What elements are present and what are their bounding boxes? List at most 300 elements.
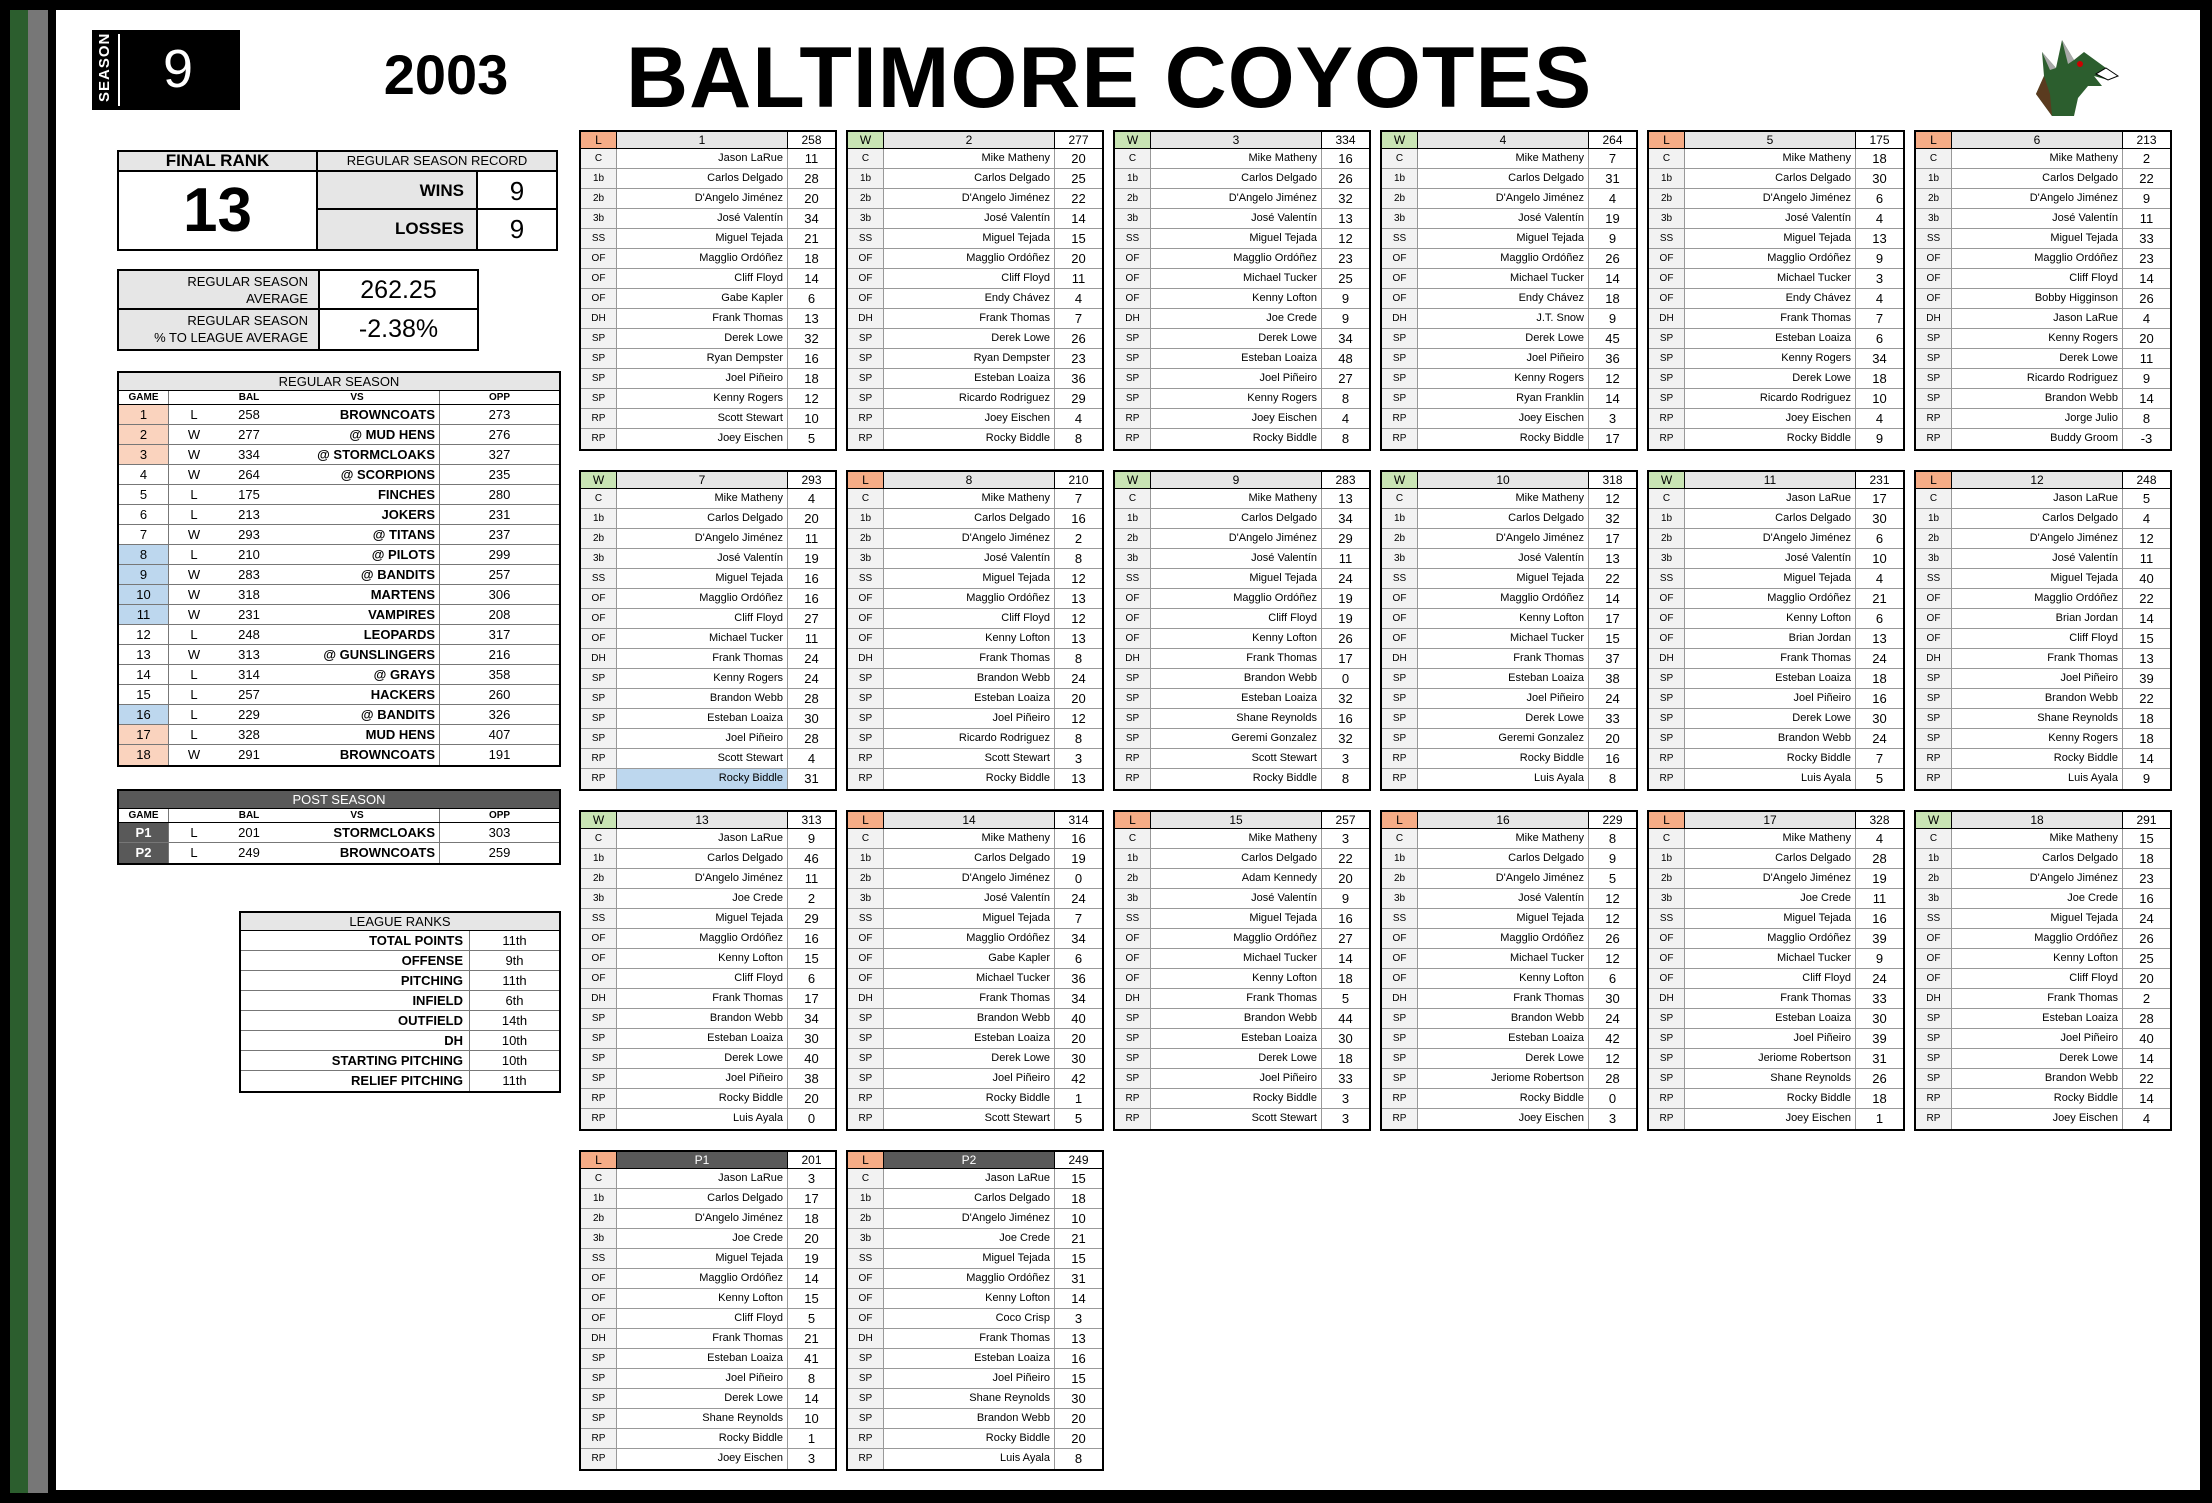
game-card — [846, 130, 1104, 451]
opp-score: 280 — [439, 485, 559, 504]
player-points: 23 — [2122, 869, 2170, 888]
player-points: 22 — [1321, 849, 1369, 868]
player-position: 3b — [1382, 889, 1418, 908]
player-points: 28 — [787, 169, 835, 188]
player-points: 13 — [1054, 1329, 1102, 1348]
player-position: SS — [1382, 229, 1418, 248]
player-position: SP — [581, 389, 617, 408]
player-position: OF — [1649, 629, 1685, 648]
player-name: Carlos Delgado — [1775, 172, 1851, 184]
player-row — [848, 949, 1102, 969]
player-row — [1649, 389, 1903, 409]
player-points: 12 — [1588, 369, 1636, 388]
player-row — [1115, 649, 1369, 669]
player-points: 12 — [1588, 1049, 1636, 1068]
player-name: Kenny Lofton — [1252, 292, 1317, 304]
player-position: OF — [1382, 589, 1418, 608]
table-row — [119, 445, 559, 465]
player-points: 14 — [787, 269, 835, 288]
player-row — [1115, 529, 1369, 549]
player-name: Derek Lowe — [1258, 1052, 1317, 1064]
player-name: Rocky Biddle — [985, 1432, 1050, 1444]
player-name: Carlos Delgado — [707, 172, 783, 184]
player-points: 4 — [1855, 569, 1903, 588]
player-position: SP — [1382, 729, 1418, 748]
player-row — [848, 209, 1102, 229]
player-name: Shane Reynolds — [1770, 1072, 1851, 1084]
player-row — [581, 149, 835, 169]
player-position: RP — [1115, 749, 1151, 768]
player-position: RP — [581, 1089, 617, 1108]
player-points: 14 — [1588, 269, 1636, 288]
player-row — [1649, 929, 1903, 949]
result-badge: W — [581, 472, 617, 488]
player-name: Rocky Biddle — [1252, 432, 1317, 444]
player-row — [1916, 889, 2170, 909]
player-points: 13 — [1054, 769, 1102, 789]
player-points: 37 — [1588, 649, 1636, 668]
player-row — [848, 429, 1102, 449]
player-row — [848, 609, 1102, 629]
player-row — [848, 749, 1102, 769]
player-position: OF — [1382, 949, 1418, 968]
bal-score: 248 — [238, 627, 260, 642]
player-name: Rocky Biddle — [1786, 752, 1851, 764]
bal-score: 291 — [238, 747, 260, 762]
player-row — [1382, 169, 1636, 189]
player-points: 42 — [1054, 1069, 1102, 1088]
average-label-line2: AVERAGE — [246, 291, 308, 306]
result-badge: L — [848, 472, 884, 488]
player-points: 34 — [1321, 329, 1369, 348]
player-row — [1649, 889, 1903, 909]
player-name: Joel Piñeiro — [1259, 1072, 1317, 1084]
rank-label: RELIEF PITCHING — [241, 1071, 470, 1091]
player-name: Frank Thomas — [1246, 652, 1317, 664]
player-position: 3b — [581, 209, 617, 228]
player-points: 15 — [787, 1289, 835, 1308]
player-name: Joel Piñeiro — [992, 712, 1050, 724]
player-row — [1916, 989, 2170, 1009]
game-result: L — [190, 407, 198, 422]
game-card-score: 318 — [1588, 472, 1636, 488]
player-points: 4 — [787, 749, 835, 768]
player-points: 16 — [1855, 909, 1903, 928]
game-result: W — [187, 607, 201, 622]
player-row — [1649, 309, 1903, 329]
player-position: 2b — [1382, 189, 1418, 208]
player-row — [1649, 989, 1903, 1009]
result-badge: W — [1649, 472, 1685, 488]
bal-score: 249 — [238, 845, 260, 860]
opp-score: 276 — [439, 425, 559, 444]
player-position: DH — [848, 309, 884, 328]
player-points: 3 — [1321, 1109, 1369, 1129]
game-number: 10 — [119, 585, 169, 604]
game-card — [1914, 810, 2172, 1131]
opp-score: 259 — [439, 843, 559, 863]
opp-score: 235 — [439, 465, 559, 484]
table-row — [119, 625, 559, 645]
player-points: 20 — [1054, 1429, 1102, 1448]
player-position: 1b — [1916, 849, 1952, 868]
player-position: C — [581, 149, 617, 168]
player-position: RP — [1115, 409, 1151, 428]
player-points: 0 — [787, 1109, 835, 1129]
table-row — [119, 545, 559, 565]
player-name: Michael Tucker — [1777, 952, 1851, 964]
player-name: Derek Lowe — [1258, 332, 1317, 344]
player-position: SP — [1115, 669, 1151, 688]
player-row — [1649, 609, 1903, 629]
player-name: D'Angelo Jiménez — [1228, 192, 1317, 204]
opponent-name: HACKERS — [370, 687, 435, 702]
player-row — [1916, 1009, 2170, 1029]
player-position: RP — [1115, 429, 1151, 449]
player-points: 31 — [1855, 1049, 1903, 1068]
player-row — [1649, 429, 1903, 449]
player-name: Magglio Ordóñez — [2034, 592, 2118, 604]
player-position: 1b — [581, 1189, 617, 1208]
game-result: W — [187, 567, 201, 582]
player-position: RP — [581, 1109, 617, 1129]
player-position: SS — [1916, 229, 1952, 248]
player-name: Luis Ayala — [1000, 1452, 1050, 1464]
rank-row — [241, 1011, 559, 1031]
player-row — [1382, 909, 1636, 929]
player-position: 3b — [848, 209, 884, 228]
opponent-name: @ STORMCLOAKS — [317, 447, 435, 462]
player-name: Ryan Dempster — [706, 352, 783, 364]
player-position: SP — [581, 349, 617, 368]
player-row — [1649, 1069, 1903, 1089]
player-position: SP — [1916, 1069, 1952, 1088]
player-name: José Valentín — [984, 212, 1050, 224]
game-card-number: 14 — [962, 813, 976, 827]
player-name: José Valentín — [1785, 212, 1851, 224]
player-row — [1382, 229, 1636, 249]
player-position: SP — [1382, 689, 1418, 708]
game-result: W — [187, 647, 201, 662]
player-row — [1382, 1069, 1636, 1089]
player-position: 3b — [1115, 549, 1151, 568]
player-row — [1115, 169, 1369, 189]
game-number: 16 — [119, 705, 169, 724]
player-name: Magglio Ordóñez — [1233, 592, 1317, 604]
player-name: Miguel Tejada — [715, 232, 783, 244]
player-row — [1916, 1069, 2170, 1089]
player-row — [1382, 409, 1636, 429]
player-position: C — [848, 829, 884, 848]
bal-score: 201 — [238, 825, 260, 840]
player-row — [848, 729, 1102, 749]
player-row — [1916, 409, 2170, 429]
player-points: 22 — [2122, 589, 2170, 608]
player-points: 34 — [1054, 989, 1102, 1008]
player-row — [581, 849, 835, 869]
player-position: SP — [581, 1409, 617, 1428]
player-position: 2b — [1382, 529, 1418, 548]
player-points: 26 — [1588, 929, 1636, 948]
player-position: SP — [1916, 689, 1952, 708]
player-name: José Valentín — [2052, 212, 2118, 224]
player-position: 2b — [581, 869, 617, 888]
player-name: Esteban Loaiza — [974, 692, 1050, 704]
player-name: Derek Lowe — [2059, 1052, 2118, 1064]
game-card-score: 210 — [1054, 472, 1102, 488]
player-position: C — [581, 489, 617, 508]
player-name: Joel Piñeiro — [992, 1372, 1050, 1384]
player-points: 30 — [1054, 1049, 1102, 1068]
player-points: 39 — [1855, 929, 1903, 948]
player-row — [581, 1069, 835, 1089]
player-name: Kenny Lofton — [1786, 612, 1851, 624]
player-row — [1649, 969, 1903, 989]
player-position: SP — [1649, 1049, 1685, 1068]
player-position: DH — [1115, 989, 1151, 1008]
player-row — [848, 329, 1102, 349]
player-row — [1115, 1089, 1369, 1109]
player-position: C — [1115, 829, 1151, 848]
player-points: 3 — [1054, 749, 1102, 768]
player-name: Scott Stewart — [984, 752, 1050, 764]
player-position: SP — [1916, 1029, 1952, 1048]
player-row — [1916, 369, 2170, 389]
player-position: C — [1115, 489, 1151, 508]
game-result: L — [190, 727, 198, 742]
player-row — [1916, 529, 2170, 549]
player-points: 17 — [787, 989, 835, 1008]
player-name: Rocky Biddle — [718, 1432, 783, 1444]
player-position: RP — [1649, 1089, 1685, 1108]
rank-label: PITCHING — [241, 971, 470, 990]
player-row — [848, 1329, 1102, 1349]
player-position: C — [1382, 489, 1418, 508]
game-card-number: 18 — [2030, 813, 2044, 827]
rank-value: 6th — [505, 993, 524, 1008]
player-points: 12 — [2122, 529, 2170, 548]
bal-score: 210 — [238, 547, 260, 562]
player-position: OF — [1916, 629, 1952, 648]
player-position: SP — [848, 1349, 884, 1368]
player-position: 3b — [1382, 549, 1418, 568]
game-result: W — [187, 427, 201, 442]
player-name: Jason LaRue — [2053, 312, 2118, 324]
player-name: Mike Matheny — [1515, 152, 1584, 164]
player-position: 2b — [848, 1209, 884, 1228]
player-name: Joel Piñeiro — [725, 732, 783, 744]
player-points: 33 — [1321, 1069, 1369, 1088]
rank-label: INFIELD — [241, 991, 470, 1010]
player-points: 8 — [1321, 769, 1369, 789]
player-row — [1382, 149, 1636, 169]
player-position: SP — [1649, 349, 1685, 368]
record-title: REGULAR SEASON RECORD — [318, 152, 556, 172]
player-points: 9 — [787, 829, 835, 848]
player-position: SP — [581, 709, 617, 728]
player-name: Bobby Higginson — [2034, 292, 2118, 304]
player-row — [1115, 869, 1369, 889]
player-name: Magglio Ordóñez — [699, 932, 783, 944]
player-row — [581, 409, 835, 429]
player-row — [581, 1029, 835, 1049]
player-position: SP — [581, 729, 617, 748]
player-name: Kenny Rogers — [2048, 332, 2118, 344]
player-points: 20 — [2122, 329, 2170, 348]
player-name: Endy Chávez — [1785, 292, 1851, 304]
rank-row — [241, 991, 559, 1011]
player-row — [1115, 1009, 1369, 1029]
player-position: C — [848, 149, 884, 168]
player-position: SP — [1382, 329, 1418, 348]
player-position: SP — [1115, 1029, 1151, 1048]
player-position: OF — [1115, 609, 1151, 628]
game-card-score: 201 — [787, 1152, 835, 1168]
player-points: 4 — [1855, 289, 1903, 308]
bal-score: 293 — [238, 527, 260, 542]
opp-score: 257 — [439, 565, 559, 584]
bal-score: 257 — [238, 687, 260, 702]
player-points: 15 — [1588, 629, 1636, 648]
player-points: 18 — [787, 1209, 835, 1228]
game-number: 11 — [119, 605, 169, 624]
player-name: Michael Tucker — [976, 972, 1050, 984]
player-position: SP — [1382, 1069, 1418, 1088]
player-name: Rocky Biddle — [1519, 1092, 1584, 1104]
player-position: SP — [581, 329, 617, 348]
rank-value: 11th — [502, 1073, 527, 1088]
player-points: 48 — [1321, 349, 1369, 368]
player-name: Michael Tucker — [1243, 272, 1317, 284]
player-position: SP — [848, 689, 884, 708]
player-row — [581, 749, 835, 769]
player-points: 40 — [2122, 1029, 2170, 1048]
player-name: Joe Crede — [1266, 312, 1317, 324]
player-points: 9 — [1588, 309, 1636, 328]
result-badge: L — [581, 1152, 617, 1168]
player-position: OF — [581, 269, 617, 288]
player-name: Joel Piñeiro — [725, 1372, 783, 1384]
player-row — [1382, 649, 1636, 669]
player-position: OF — [1649, 589, 1685, 608]
player-name: Rocky Biddle — [718, 1092, 783, 1104]
bal-score: 264 — [238, 467, 260, 482]
player-points: 30 — [1855, 709, 1903, 728]
player-position: SS — [1115, 229, 1151, 248]
player-name: Michael Tucker — [709, 632, 783, 644]
player-name: José Valentín — [984, 892, 1050, 904]
player-name: Rocky Biddle — [1519, 752, 1584, 764]
player-points: 34 — [1855, 349, 1903, 368]
player-position: RP — [1382, 409, 1418, 428]
player-name: Brian Jordan — [2055, 612, 2118, 624]
player-name: Kenny Rogers — [1514, 372, 1584, 384]
opp-score: 299 — [439, 545, 559, 564]
player-name: Scott Stewart — [717, 752, 783, 764]
player-position: 3b — [581, 889, 617, 908]
player-row — [1115, 349, 1369, 369]
player-row — [581, 689, 835, 709]
game-card-header — [1382, 812, 1636, 829]
player-position: OF — [581, 969, 617, 988]
table-row — [119, 465, 559, 485]
season-number: 9 — [162, 39, 194, 99]
game-card-score: 264 — [1588, 132, 1636, 148]
player-row — [848, 1169, 1102, 1189]
player-position: OF — [848, 269, 884, 288]
player-points: 4 — [2122, 309, 2170, 328]
player-position: 1b — [1382, 509, 1418, 528]
green-side-stripe — [10, 10, 28, 1493]
player-row — [1382, 369, 1636, 389]
table-row — [119, 645, 559, 665]
player-name: Kenny Rogers — [713, 672, 783, 684]
player-points: 5 — [1855, 769, 1903, 789]
player-row — [1916, 509, 2170, 529]
player-position: OF — [1382, 249, 1418, 268]
player-points: 18 — [2122, 849, 2170, 868]
player-position: SS — [1916, 569, 1952, 588]
player-name: José Valentín — [1251, 552, 1317, 564]
final-rank-value: 13 — [183, 176, 252, 245]
player-row — [1382, 729, 1636, 749]
player-points: 22 — [1054, 189, 1102, 208]
player-position: SP — [1115, 709, 1151, 728]
bal-score: 334 — [238, 447, 260, 462]
player-points: 4 — [2122, 1109, 2170, 1129]
player-points: 34 — [1321, 509, 1369, 528]
player-name: Kenny Lofton — [718, 952, 783, 964]
opponent-name: @ BANDITS — [360, 707, 435, 722]
game-number: 6 — [119, 505, 169, 524]
player-name: José Valentín — [1785, 552, 1851, 564]
player-position: SP — [1649, 389, 1685, 408]
game-card — [1380, 470, 1638, 791]
player-points: 26 — [1321, 629, 1369, 648]
player-position: SS — [1649, 229, 1685, 248]
table-row — [119, 685, 559, 705]
player-position: SP — [1649, 369, 1685, 388]
player-points: 11 — [2122, 349, 2170, 368]
player-position: SP — [1115, 1049, 1151, 1068]
player-points: 23 — [1054, 349, 1102, 368]
league-ranks-title: LEAGUE RANKS — [241, 913, 559, 931]
player-position: OF — [1382, 609, 1418, 628]
player-points: 44 — [1321, 1009, 1369, 1028]
player-row — [581, 429, 835, 449]
result-badge: L — [848, 1152, 884, 1168]
player-row — [1916, 269, 2170, 289]
player-position: SP — [848, 389, 884, 408]
player-row — [1115, 569, 1369, 589]
player-row — [1649, 589, 1903, 609]
player-name: Magglio Ordóñez — [1233, 252, 1317, 264]
player-row — [848, 1089, 1102, 1109]
player-name: Jason LaRue — [718, 152, 783, 164]
player-points: 38 — [1588, 669, 1636, 688]
player-points: 13 — [1321, 489, 1369, 508]
player-points: 19 — [1855, 869, 1903, 888]
player-name: Miguel Tejada — [1249, 912, 1317, 924]
result-badge: W — [581, 812, 617, 828]
game-result: L — [190, 845, 198, 860]
player-name: Derek Lowe — [991, 1052, 1050, 1064]
player-row — [1382, 929, 1636, 949]
player-points: 6 — [787, 289, 835, 308]
player-name: Carlos Delgado — [707, 512, 783, 524]
player-name: Magglio Ordóñez — [1500, 252, 1584, 264]
player-row — [581, 869, 835, 889]
